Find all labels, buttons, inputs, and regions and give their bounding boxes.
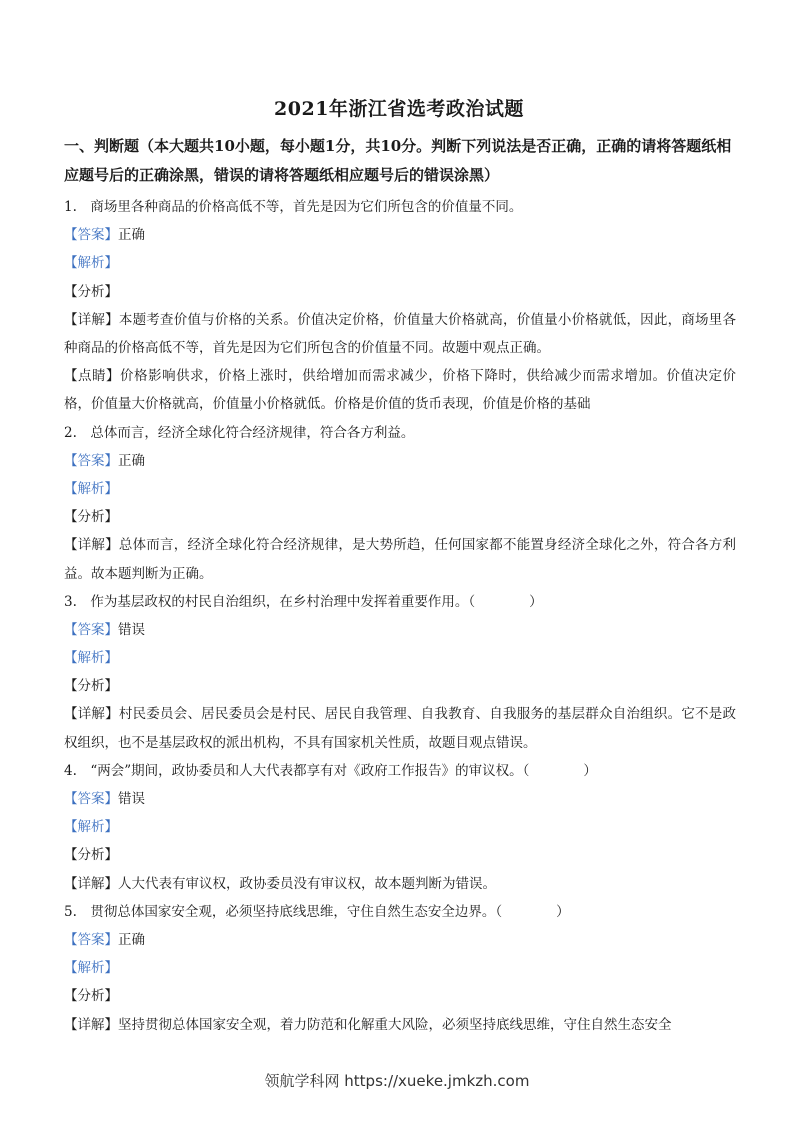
detail-3 — [64, 700, 736, 756]
answer-value: 错误 — [118, 791, 145, 808]
fenxi-label-5: 【分析】 — [64, 988, 118, 1005]
answer-label: 【答案】 — [64, 621, 118, 638]
detail-1 — [64, 306, 736, 362]
question-list — [64, 193, 736, 1039]
answer-value: 正确 — [118, 452, 145, 469]
fenxi-label-2: 【分析】 — [64, 509, 118, 526]
detail-label: 【详解】 — [64, 706, 119, 723]
footer-watermark: 领航学科网 https://xueke.jmkzh.com — [264, 1072, 530, 1090]
fenxi-label-1: 【分析】 — [64, 283, 118, 300]
analysis-label-2: 【解析】 — [64, 480, 118, 497]
question-stem-4: 4. “两会”期间，政协委员和人大代表都享有对《政府工作报告》的审议权。（ ） — [64, 762, 597, 779]
answer-value: 错误 — [118, 621, 145, 638]
comment-text: 价格影响供求，价格上涨时，供给增加而需求减少，价格下降时，供给减少而需求增加。价值决定价格，价值量大价格就高，价值量小价格就低。价格是价值的货币表现，价值是价格的基础 — [64, 368, 737, 413]
detail-text: 本题考查价值与价格的关系。价值决定价格，价值量大价格就高，价值量小价格就低，因此，商场里各种商品的价格高低不等，首先是因为它们所包含的价值量不同。故题中观点正确。 — [64, 311, 736, 356]
comment-1 — [64, 362, 736, 418]
question-stem-3: 3. 作为基层政权的村民自治组织，在乡村治理中发挥着重要作用。（ ） — [64, 593, 543, 610]
detail-2 — [64, 531, 736, 587]
detail-4 — [64, 870, 736, 898]
detail-label: 【详解】 — [64, 537, 119, 554]
question-stem-5: 5. 贯彻总体国家安全观，必须坚持底线思维，守住自然生态安全边界。（ ） — [64, 903, 570, 920]
analysis-label-4: 【解析】 — [64, 819, 118, 836]
answer-line-4 — [64, 785, 736, 813]
answer-label: 【答案】 — [64, 791, 118, 808]
answer-line-1 — [64, 221, 736, 249]
answer-label: 【答案】 — [64, 452, 118, 469]
section-heading: 一、判断题（本大题共10小题，每小题1分，共10分。判断下列说法是否正确，正确的请将答题纸相应题号后的正确涂黑，错误的请将答题纸相应题号后的错误涂黑） — [64, 137, 732, 184]
detail-5 — [64, 1011, 736, 1039]
analysis-label-3: 【解析】 — [64, 650, 118, 667]
answer-value: 正确 — [118, 932, 145, 949]
answer-label: 【答案】 — [64, 227, 118, 244]
fenxi-label-4: 【分析】 — [64, 847, 118, 864]
answer-line-2 — [64, 447, 736, 475]
page-title: 2021年浙江省选考政治试题 — [274, 98, 524, 120]
answer-value: 正确 — [118, 227, 145, 244]
detail-text: 总体而言，经济全球化符合经济规律，是大势所趋，任何国家都不能置身经济全球化之外，符合各方利益。故本题判断为正确。 — [64, 537, 736, 582]
answer-line-3 — [64, 616, 736, 644]
analysis-label-5: 【解析】 — [64, 960, 118, 977]
analysis-label-1: 【解析】 — [64, 255, 118, 272]
question-stem-2: 2. 总体而言，经济全球化符合经济规律，符合各方利益。 — [64, 424, 415, 441]
fenxi-label-3: 【分析】 — [64, 678, 118, 695]
question-stem-1: 1. 商场里各种商品的价格高低不等，首先是因为它们所包含的价值量不同。 — [64, 199, 523, 215]
detail-label: 【详解】 — [64, 1016, 118, 1033]
answer-line-5 — [64, 926, 736, 954]
detail-label: 【详解】 — [64, 875, 118, 892]
detail-text: 坚持贯彻总体国家安全观，着力防范和化解重大风险，必须坚持底线思维，守住自然生态安全 — [118, 1016, 672, 1033]
detail-text: 村民委员会、居民委员会是村民、居民自我管理、自我教育、自我服务的基层群众自治组织。它不是政权组织，也不是基层政权的派出机构，不具有国家机关性质，故题目观点错误。 — [64, 706, 736, 751]
comment-label: 【点睛】 — [64, 368, 121, 385]
answer-label: 【答案】 — [64, 932, 118, 949]
detail-label: 【详解】 — [64, 311, 119, 328]
detail-text: 人大代表有审议权，政协委员没有审议权，故本题判断为错误。 — [118, 875, 496, 892]
